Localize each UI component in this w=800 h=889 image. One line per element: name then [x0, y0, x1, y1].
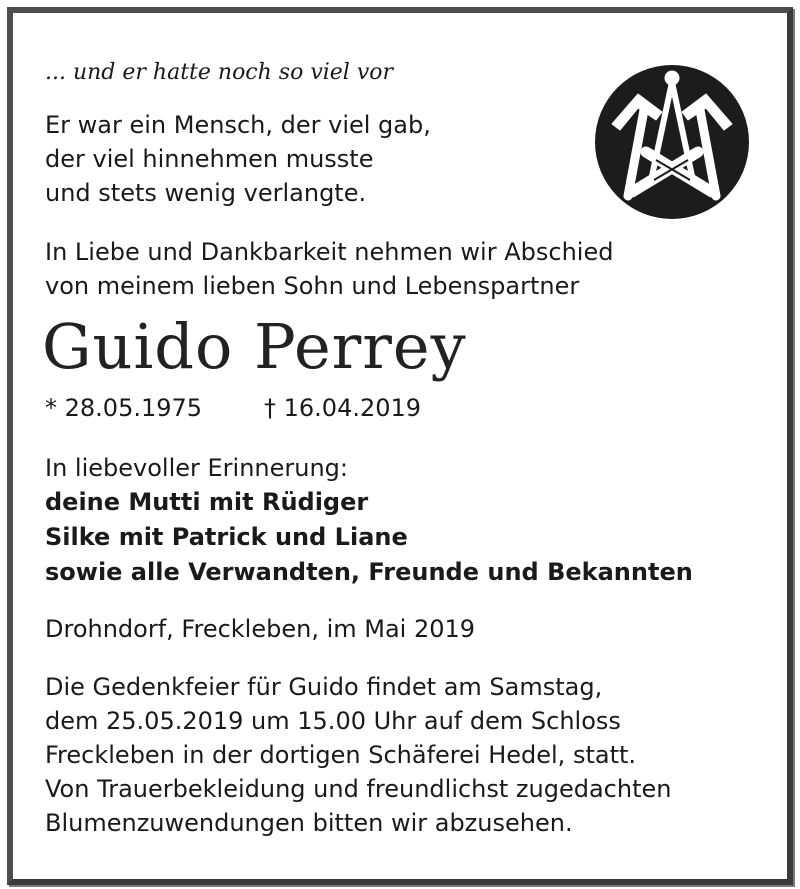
farewell-line-2: von meinem lieben Sohn und Lebenspartner — [45, 272, 580, 300]
mourner-line-2: Silke mit Patrick und Liane — [45, 523, 408, 551]
notice-line-5: Blumenzuwendungen bitten wir abzusehen. — [45, 809, 573, 837]
farewell-line-1: In Liebe und Dankbarkeit nehmen wir Abschied — [45, 238, 614, 266]
poem-line-1: Er war ein Mensch, der viel gab, — [45, 111, 431, 139]
poem-line-2: der viel hinnehmen musste — [45, 145, 374, 173]
roofer-guild-emblem-icon — [594, 64, 750, 220]
place-date: Drohndorf, Freckleben, im Mai 2019 — [45, 615, 476, 643]
notice-line-1: Die Gedenkfeier für Guido findet am Samstag, — [45, 673, 603, 701]
mourner-line-1: deine Mutti mit Rüdiger — [45, 488, 369, 516]
notice-line-4: Von Trauerbekleidung und freundlichst zugedachten — [45, 775, 672, 803]
notice-line-3: Freckleben in der dortigen Schäferei Hedel, statt. — [45, 741, 637, 769]
mourner-line-3: sowie alle Verwandten, Freunde und Bekannten — [45, 558, 693, 586]
death-date: † 16.04.2019 — [264, 394, 422, 422]
notice-line-2: dem 25.05.2019 um 15.00 Uhr auf dem Schloss — [45, 707, 621, 735]
poem-line-3: und stets wenig verlangte. — [45, 179, 367, 207]
motto: ... und er hatte noch so viel vor — [45, 60, 394, 85]
deceased-name: Guido Perrey — [42, 310, 467, 383]
birth-date: * 28.05.1975 — [45, 394, 203, 422]
remembrance-intro: In liebevoller Erinnerung: — [45, 454, 348, 482]
